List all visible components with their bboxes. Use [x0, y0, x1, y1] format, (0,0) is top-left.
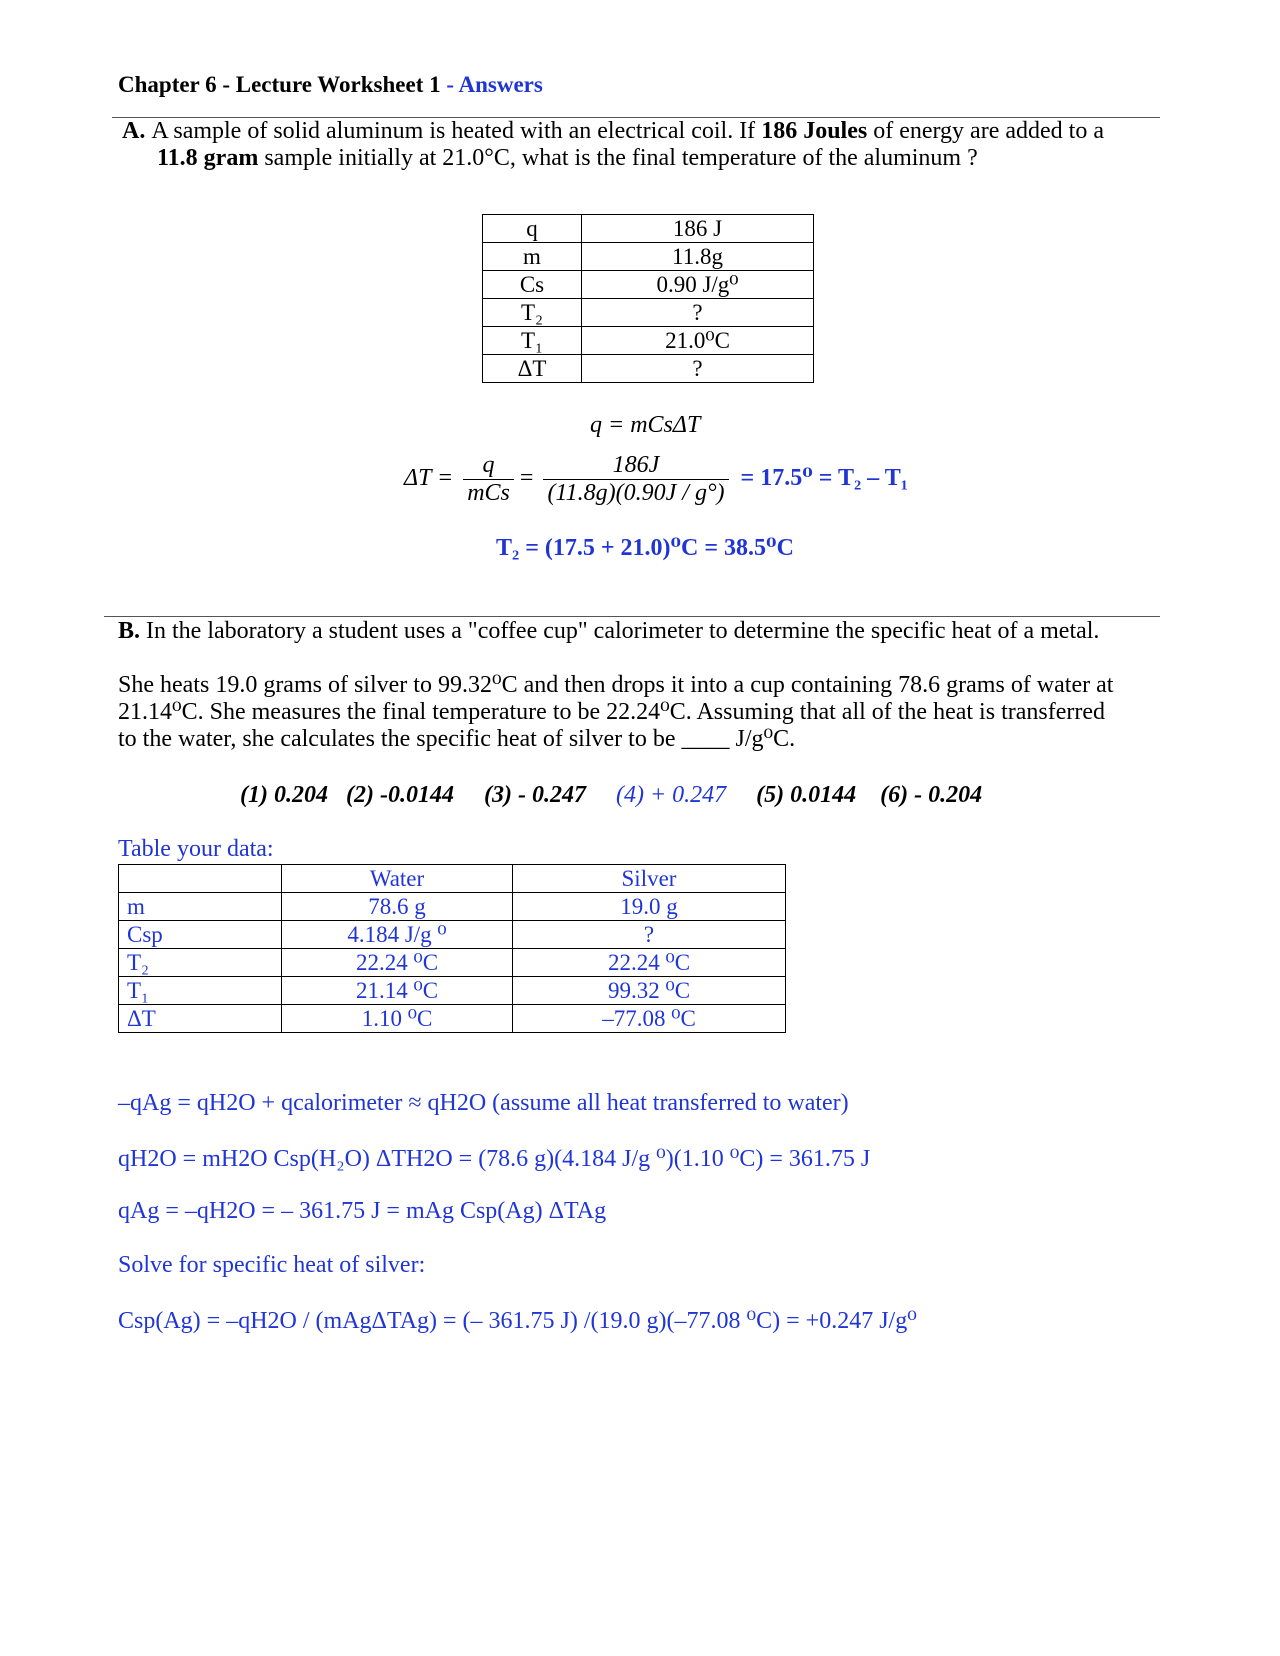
- cell-value: 21.0⁰C: [582, 327, 814, 355]
- page-title: [118, 72, 543, 98]
- qa-line1-c: of energy are added to a: [867, 118, 1104, 144]
- delta-t-equation: [404, 452, 908, 507]
- cell-symbol: T₁: [119, 977, 282, 1005]
- table-row: [483, 215, 814, 243]
- choice-2: (2) -0.0144: [345, 782, 454, 808]
- choice-4-correct: (4) + 0.247: [615, 782, 727, 808]
- qb-line1: She heats 19.0 grams of silver to 99.32⁰C and then drops it into a cup containing 78.6 grams of water at: [118, 672, 1114, 698]
- cell-symbol: T₁: [483, 327, 582, 355]
- table-header-row: [119, 865, 786, 893]
- table-row: [483, 271, 814, 299]
- t2-result: T₂ = (17.5 + 21.0)⁰C = 38.5⁰C: [496, 535, 794, 561]
- cell-value: ?: [582, 299, 814, 327]
- cell-symbol: Cs: [483, 271, 582, 299]
- cell-silver: 99.32 ⁰C: [513, 977, 786, 1005]
- table-row: [483, 299, 814, 327]
- equation-q-silver: qAg = –qH2O = – 361.75 J = mAg Csp(Ag) ΔTAg: [118, 1198, 607, 1224]
- cell-symbol: ΔT: [119, 1005, 282, 1033]
- question-b-intro: [118, 618, 1099, 645]
- table-row: [483, 327, 814, 355]
- cell-symbol: Csp: [119, 921, 282, 949]
- heat-formula: q = mCsΔT: [590, 412, 701, 438]
- table-b: [118, 864, 786, 1033]
- qb-line2: 21.14⁰C. She measures the final temperature to be 22.24⁰C. Assuming that all of the heat is transferred: [118, 699, 1105, 725]
- solve-label: Solve for specific heat of silver:: [118, 1252, 426, 1278]
- table-row: [119, 893, 786, 921]
- frac1-denominator: mCs: [467, 480, 510, 506]
- cell-water: 22.24 ⁰C: [282, 949, 513, 977]
- table-row: [119, 921, 786, 949]
- qa-mass: 11.8 gram: [157, 145, 259, 171]
- header-empty: [119, 865, 282, 893]
- table-caption: Table your data:: [118, 836, 274, 862]
- header-water: Water: [282, 865, 513, 893]
- frac2-numerator: 186J: [543, 452, 728, 480]
- cell-silver: 19.0 g: [513, 893, 786, 921]
- cell-symbol: ΔT: [483, 355, 582, 383]
- choice-5: (5) 0.0144: [756, 782, 857, 808]
- equation-q-water: qH2O = mH2O Csp(H₂O) ΔTH2O = (78.6 g)(4.184 J/g ⁰)(1.10 ⁰C) = 361.75 J: [118, 1146, 871, 1172]
- cell-water: 78.6 g: [282, 893, 513, 921]
- frac1-numerator: q: [463, 452, 514, 480]
- cell-silver: ?: [513, 921, 786, 949]
- table-row: [119, 1005, 786, 1033]
- cell-symbol: T₂: [119, 949, 282, 977]
- cell-water: 21.14 ⁰C: [282, 977, 513, 1005]
- equals-sign: =: [519, 465, 534, 492]
- choice-1: (1) 0.204: [240, 782, 328, 808]
- fraction-values: [543, 452, 728, 507]
- cell-silver: –77.08 ⁰C: [513, 1005, 786, 1033]
- answers-label: Answers: [458, 72, 543, 97]
- question-b-body: [118, 672, 1178, 753]
- cell-symbol: T₂: [483, 299, 582, 327]
- answer-choices: [240, 782, 982, 809]
- delta-t-result: = 17.5⁰ = T₂ – T₁: [740, 465, 908, 492]
- qb-intro: In the laboratory a student uses a "coffee cup" calorimeter to determine the specific heat of a metal.: [146, 618, 1100, 644]
- cell-silver: 22.24 ⁰C: [513, 949, 786, 977]
- table-row: [119, 977, 786, 1005]
- table-a: [482, 214, 814, 383]
- header-silver: Silver: [513, 865, 786, 893]
- cell-value: 186 J: [582, 215, 814, 243]
- cell-water: 4.184 J/g ⁰: [282, 921, 513, 949]
- title-dash: -: [440, 72, 459, 97]
- divider-b: [104, 616, 1160, 617]
- qa-line1-a: A sample of solid aluminum is heated with an electrical coil. If: [151, 118, 762, 144]
- fraction-q-over-mcs: [463, 452, 514, 507]
- cell-symbol: m: [483, 243, 582, 271]
- cell-symbol: q: [483, 215, 582, 243]
- question-a: [122, 118, 1162, 172]
- table-row: [483, 243, 814, 271]
- choice-3: (3) - 0.247: [483, 782, 586, 808]
- table-row: [483, 355, 814, 383]
- title-text: Chapter 6 - Lecture Worksheet 1: [118, 72, 441, 97]
- cell-value: 0.90 J/g⁰: [582, 271, 814, 299]
- choice-6: (6) - 0.204: [880, 782, 983, 808]
- equation-heat-balance: –qAg = qH2O + qcalorimeter ≈ qH2O (assume all heat transferred to water): [118, 1090, 849, 1116]
- qa-energy: 186 Joules: [761, 118, 868, 144]
- label-a: A.: [122, 118, 146, 144]
- cell-water: 1.10 ⁰C: [282, 1005, 513, 1033]
- qb-line3: to the water, she calculates the specific heat of silver to be ____ J/g⁰C.: [118, 726, 796, 752]
- frac2-denominator: (11.8g)(0.90J / g°): [547, 480, 725, 506]
- cell-value: ?: [582, 355, 814, 383]
- qa-line2-b: sample initially at 21.0°C, what is the final temperature of the aluminum ?: [258, 145, 978, 171]
- equation-specific-heat: Csp(Ag) = –qH2O / (mAgΔTAg) = (– 361.75 J) /(19.0 g)(–77.08 ⁰C) = +0.247 J/g⁰: [118, 1308, 917, 1334]
- cell-symbol: m: [119, 893, 282, 921]
- table-row: [119, 949, 786, 977]
- cell-value: 11.8g: [582, 243, 814, 271]
- label-b: B.: [118, 618, 141, 644]
- delta-t-lhs: ΔT =: [404, 465, 454, 492]
